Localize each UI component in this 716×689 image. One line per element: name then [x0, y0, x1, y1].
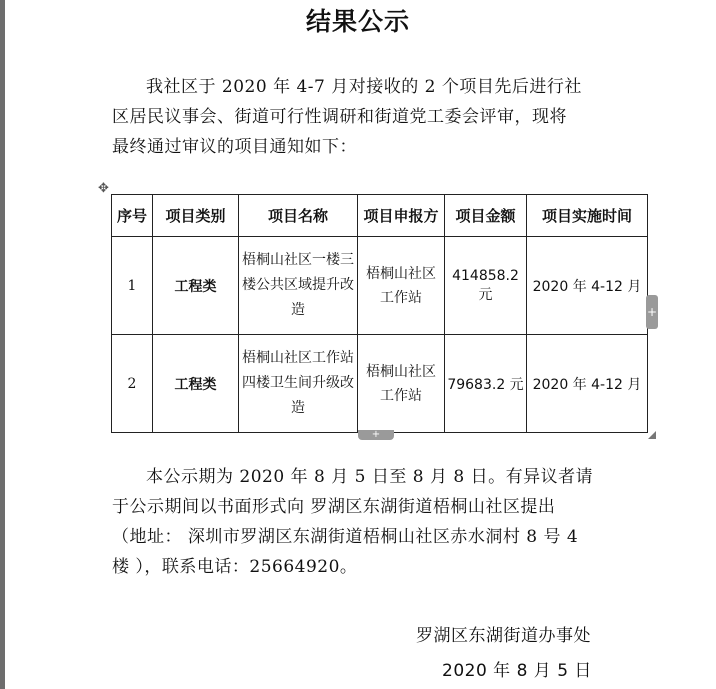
- project-name: [239, 237, 358, 335]
- project-name-line: 梧桐山社区一楼三: [242, 252, 354, 268]
- project-category: 工程类: [153, 335, 239, 433]
- notice-line: （地址： 深圳市罗湖区东湖街道梧桐山社区赤水洞村 8 号 4: [112, 527, 579, 547]
- project-name-line: 梧桐山社区工作站: [242, 350, 354, 366]
- project-name-line: 造: [291, 400, 305, 416]
- project-time: 2020 年 4-12 月: [527, 237, 648, 335]
- intro-paragraph: [112, 72, 612, 162]
- project-applicant: [358, 335, 445, 433]
- project-name-line: 楼公共区域提升改: [242, 277, 354, 293]
- project-name-line: 四楼卫生间升级改: [242, 375, 354, 391]
- add-row-button[interactable]: [358, 430, 394, 440]
- header-cell: 项目名称: [239, 195, 358, 237]
- applicant-line: 工作站: [380, 289, 422, 306]
- signing-office: 罗湖区东湖街道办事处: [416, 626, 591, 646]
- signing-date: 2020 年 8 月 5 日: [442, 661, 592, 681]
- row-number: 1: [112, 237, 153, 335]
- table-row: [112, 237, 648, 335]
- header-cell: 项目申报方: [358, 195, 445, 237]
- page-title: 结果公示: [305, 7, 410, 36]
- row-number: 2: [112, 335, 153, 433]
- project-time: 2020 年 4-12 月: [527, 335, 648, 433]
- project-amount: 79683.2 元: [445, 335, 527, 433]
- plus-icon: +: [371, 429, 381, 440]
- notice-line: 本公示期为 2020 年 8 月 5 日至 8 月 8 日。有异议者请: [146, 467, 594, 487]
- applicant-line: 工作站: [380, 387, 422, 404]
- window-left-edge: [0, 0, 5, 689]
- table-move-icon[interactable]: ✥: [98, 181, 109, 196]
- header-cell: 项目类别: [153, 195, 239, 237]
- notice-paragraph: [112, 462, 622, 582]
- notice-line: 楼 ），联系电话：25664920。: [112, 557, 358, 577]
- table-header-row: [112, 195, 648, 237]
- notice-line: 于公示期间以书面形式向 罗湖区东湖街道梧桐山社区提出: [112, 497, 556, 517]
- project-name: [239, 335, 358, 433]
- project-table: [111, 194, 648, 433]
- add-column-button[interactable]: [646, 295, 658, 329]
- project-applicant: [358, 237, 445, 335]
- plus-icon: +: [646, 305, 658, 319]
- project-category: 工程类: [153, 237, 239, 335]
- project-name-line: 造: [291, 302, 305, 318]
- header-cell: 项目实施时间: [527, 195, 648, 237]
- table-resize-icon[interactable]: [648, 431, 656, 439]
- intro-line: 我社区于 2020 年 4-7 月对接收的 2 个项目先后进行社: [146, 77, 582, 97]
- header-cell: 序号: [112, 195, 153, 237]
- table-row: [112, 335, 648, 433]
- header-cell: 项目金额: [445, 195, 527, 237]
- intro-line: 最终通过审议的项目通知如下：: [112, 137, 357, 157]
- project-amount: 414858.2 元: [445, 237, 527, 335]
- intro-line: 区居民议事会、街道可行性调研和街道党工委会评审，现将: [112, 107, 567, 127]
- applicant-line: 梧桐山社区: [366, 363, 436, 380]
- applicant-line: 梧桐山社区: [366, 265, 436, 282]
